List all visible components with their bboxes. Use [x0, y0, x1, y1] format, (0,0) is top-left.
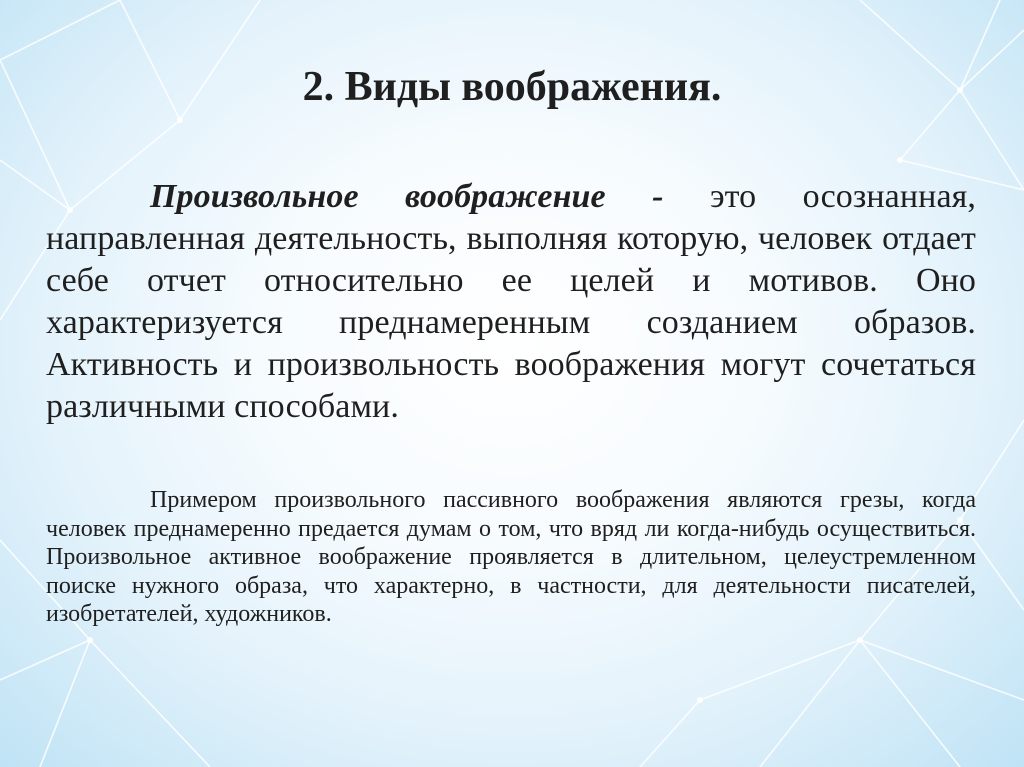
term-voluntary-imagination: Произвольное воображение -	[150, 178, 664, 215]
paragraph-definition	[46, 176, 976, 428]
definition-text: это осознанная, направленная деятельность, выполняя которую, человек отдает себе отчет относительно ее целей и мотивов. Оно характеризуется преднамеренным созданием образов. Активность и произвольность воображения могут сочетаться различными способами.	[46, 178, 976, 425]
paragraph-examples: Примером произвольного пассивного воображения являются грезы, когда человек преднамеренно предается думам о том, что вряд ли когда-нибудь осуществиться. Произвольное активное воображение проявляется в длительном, целеустремленном поиске нужного образа, что характерно, в частности, для деятельности писателей, изобретателей, художников.	[46, 487, 976, 627]
slide-title: 2. Виды воображения.	[302, 64, 722, 110]
